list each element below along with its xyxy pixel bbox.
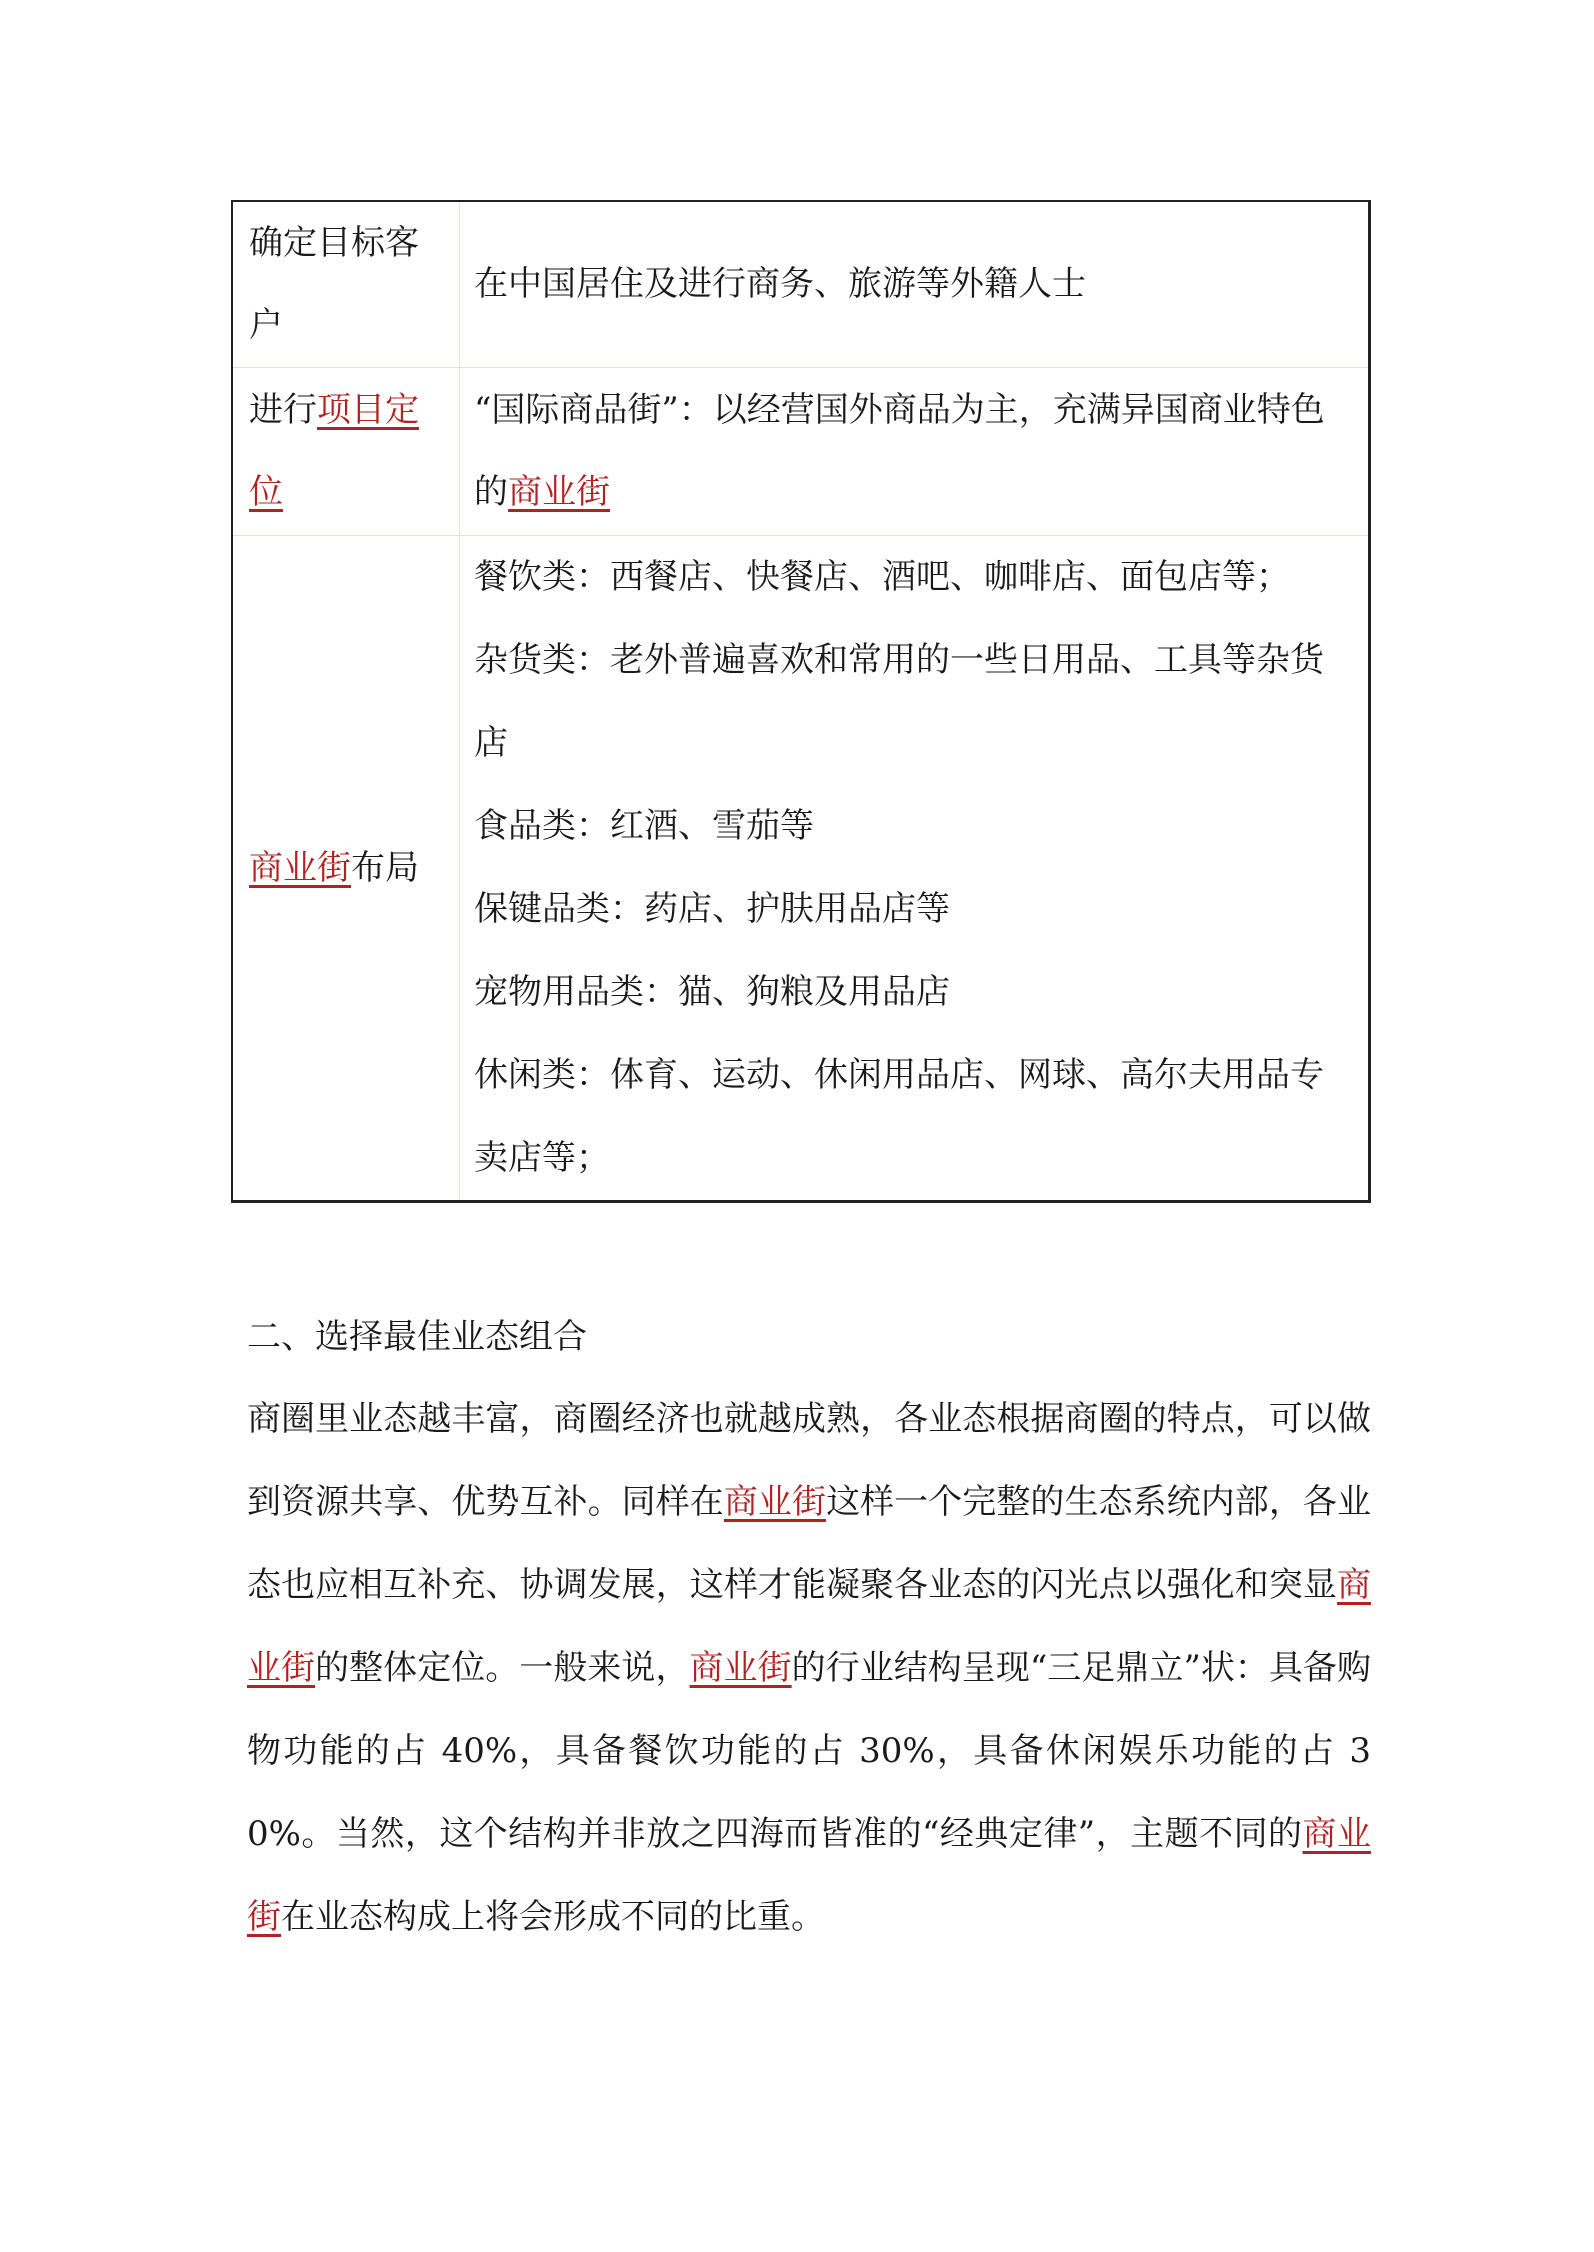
layout-line: 餐饮类：西餐店、快餐店、酒吧、咖啡店、面包店等； xyxy=(474,556,1290,597)
link-commercial-street[interactable]: 商业街 xyxy=(249,847,351,888)
link-commercial-street[interactable]: 商业街 xyxy=(689,1648,792,1688)
section-heading: 二、选择最佳业态组合 xyxy=(247,1317,587,1357)
row-content xyxy=(460,535,1370,1201)
link-commercial-street[interactable]: 商业街 xyxy=(723,1482,827,1522)
label-suffix: 布局 xyxy=(351,847,419,888)
layout-line: 休闲类：体育、运动、休闲用品店、网球、高尔夫用品专卖店等； xyxy=(474,1054,1324,1178)
layout-line: 杂货类：老外普遍喜欢和常用的一些日用品、工具等杂货店 xyxy=(474,639,1324,763)
link-commercial-street[interactable]: 商业街 xyxy=(508,472,610,512)
paragraph-text: 的行业结构呈现“三足鼎立”状：具备购物功能的占 40%，具备餐饮功能的占 30%，具备休闲娱乐功能的占 30%。当然，这个结构并非放之四海而皆准的“经典定律”，主题不同的 xyxy=(247,1648,1372,1854)
layout-line: 保键品类：药店、护肤用品店等 xyxy=(474,888,950,929)
paragraph-text: 的整体定位。一般来说， xyxy=(315,1648,690,1688)
row-label xyxy=(232,535,460,1201)
paragraph-text: 这样一个完整的生态系统内部，各业态也应相互补充、协调发展，这样才能凝聚各业态的闪光点以强化和突显 xyxy=(247,1482,1371,1605)
layout-line: 食品类：红酒、雪茄等 xyxy=(474,805,814,846)
section-business-mix xyxy=(247,1296,1371,1959)
table-row-layout xyxy=(232,535,1370,1201)
section-paragraph xyxy=(247,1378,1371,1959)
table-row-positioning xyxy=(232,367,1370,535)
row-content xyxy=(460,367,1370,535)
planning-table xyxy=(231,200,1371,1203)
link-project-positioning[interactable]: 项目定位 xyxy=(249,390,419,512)
layout-line: 宠物用品类：猫、狗粮及用品店 xyxy=(474,971,950,1012)
row-content: 在中国居住及进行商务、旅游等外籍人士 xyxy=(460,201,1370,367)
table-row-target-customer xyxy=(232,201,1370,367)
content-text: “国际商品街”：以经营国外商品为主，充满异国商业特色的 xyxy=(474,390,1325,512)
paragraph-text: 商圈里业态越丰富，商圈经济也就越成熟，各业态根据商圈的特点，可以做到资源共享、优势互补。同样在 xyxy=(247,1399,1371,1522)
label-prefix: 进行 xyxy=(249,390,317,430)
row-label xyxy=(232,367,460,535)
paragraph-text: 在业态构成上将会形成不同的比重。 xyxy=(281,1897,825,1937)
link-commercial-street[interactable]: 商业街 xyxy=(247,1814,1372,1937)
row-label: 确定目标客户 xyxy=(232,201,460,367)
link-commercial-street[interactable]: 商业街 xyxy=(247,1565,1371,1688)
